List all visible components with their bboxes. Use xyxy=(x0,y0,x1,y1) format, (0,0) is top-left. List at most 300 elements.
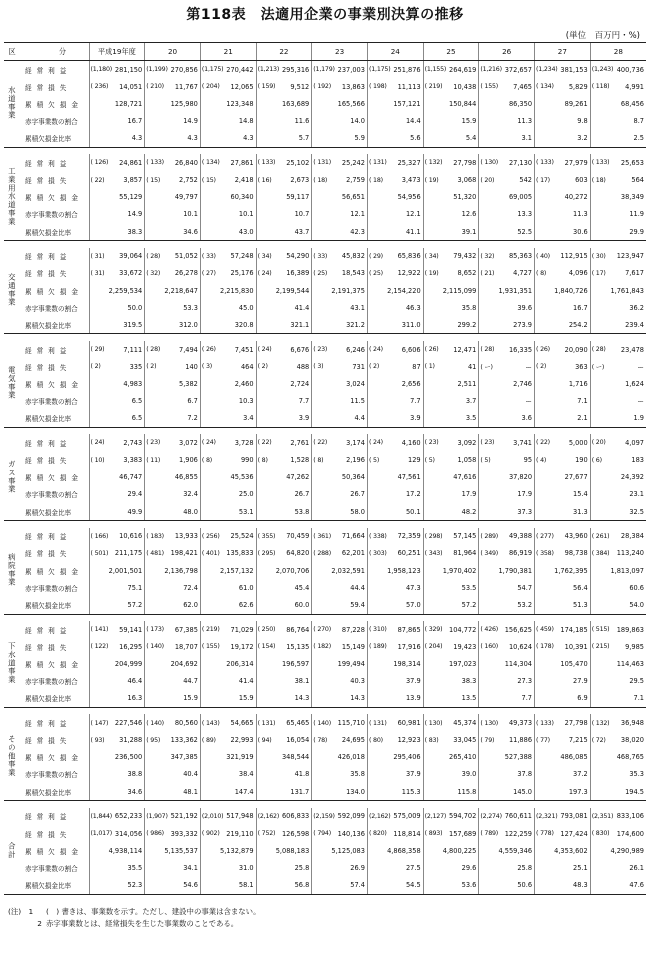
amount-value: 60,340 xyxy=(230,193,254,202)
data-cell xyxy=(200,859,256,876)
data-cell xyxy=(312,655,368,672)
cell-content xyxy=(257,134,312,142)
amount-value: 46.4 xyxy=(127,677,143,686)
data-cell xyxy=(479,434,535,451)
data-cell xyxy=(200,621,256,638)
count-value: ( 820) xyxy=(368,830,387,837)
table-row xyxy=(4,375,646,392)
cell-content xyxy=(257,456,312,464)
data-cell xyxy=(256,638,312,655)
amount-value: 1,931,351 xyxy=(498,286,533,295)
count-value: (1,179) xyxy=(313,66,335,74)
count-value: ( 155) xyxy=(480,83,499,91)
data-cell xyxy=(312,206,368,223)
count-value: ( 902) xyxy=(201,830,220,837)
amount-value: 131.7 xyxy=(290,787,310,796)
cell-content xyxy=(312,66,367,74)
count-value: ( 140) xyxy=(146,719,164,727)
amount-value: 43,960 xyxy=(564,532,588,541)
amount-value: 270,442 xyxy=(226,65,254,74)
cell-content xyxy=(201,770,256,778)
cell-content xyxy=(145,881,200,889)
row-label: 経常利益 xyxy=(25,66,72,75)
cell-content xyxy=(535,719,590,727)
cell-content xyxy=(479,601,534,609)
amount-value: 381,153 xyxy=(560,65,588,74)
amount-value: 5.9 xyxy=(354,134,365,143)
count-value: ( 133) xyxy=(536,159,554,167)
cell-content xyxy=(312,601,367,609)
data-cell xyxy=(535,393,591,410)
count-value: ( 24) xyxy=(368,346,383,354)
data-cell xyxy=(535,690,591,708)
data-cell xyxy=(479,248,535,265)
cell-content xyxy=(368,414,423,422)
amount-value: 29.4 xyxy=(127,490,143,499)
cell-content xyxy=(424,397,479,405)
section-label-cell xyxy=(4,341,19,427)
cell-content xyxy=(257,830,312,838)
gap-cell xyxy=(4,147,646,154)
data-cell xyxy=(367,690,423,708)
data-cell xyxy=(312,130,368,148)
count-value: ( 329) xyxy=(424,626,443,634)
amount-value: 34.6 xyxy=(127,787,143,796)
cell-content xyxy=(479,210,534,218)
count-value: ( 159) xyxy=(257,83,276,91)
count-value: ( 5) xyxy=(480,456,491,464)
cell-content xyxy=(257,83,312,91)
amount-value: 12,922 xyxy=(397,269,421,278)
cell-content xyxy=(368,601,423,609)
data-cell xyxy=(200,189,256,206)
amount-value: 8.7 xyxy=(633,117,644,126)
cell-content xyxy=(535,456,590,464)
data-cell xyxy=(312,172,368,189)
cell-content xyxy=(591,321,646,329)
data-cell xyxy=(423,410,479,428)
amount-value: 183 xyxy=(631,456,644,465)
data-cell xyxy=(535,78,591,95)
cell-content xyxy=(368,321,423,329)
amount-value: 2,115,099 xyxy=(442,286,477,295)
amount-value: 25.0 xyxy=(238,490,254,499)
data-cell xyxy=(590,859,646,876)
cell-content xyxy=(201,677,256,685)
amount-value: 4,290,989 xyxy=(610,846,644,855)
data-cell xyxy=(367,842,423,859)
data-cell xyxy=(200,732,256,749)
amount-value: 4,559,346 xyxy=(498,846,533,855)
cell-content xyxy=(535,508,590,516)
cell-content xyxy=(424,228,479,236)
cell-content xyxy=(201,397,256,405)
data-cell xyxy=(479,469,535,486)
data-cell xyxy=(479,410,535,428)
cell-content xyxy=(424,252,479,260)
amount-value: 3.6 xyxy=(521,414,533,423)
amount-value: 27,130 xyxy=(508,158,533,167)
cell-content xyxy=(535,864,590,872)
cell-content xyxy=(591,719,646,727)
amount-value: 71,664 xyxy=(341,532,365,541)
data-cell xyxy=(200,206,256,223)
amount-value: 237,003 xyxy=(337,65,365,74)
cell-content xyxy=(90,159,145,167)
data-cell xyxy=(145,876,201,894)
data-cell xyxy=(367,172,423,189)
data-cell xyxy=(200,469,256,486)
data-cell xyxy=(145,749,201,766)
amount-value: 1,840,726 xyxy=(554,286,588,295)
cell-content xyxy=(368,881,423,889)
amount-value: 5,125,083 xyxy=(331,846,365,855)
cell-content xyxy=(201,812,256,820)
cell-content xyxy=(535,473,590,481)
gap-cell xyxy=(4,801,646,808)
data-cell xyxy=(367,876,423,894)
cell-content xyxy=(201,66,256,74)
amount-value: 31,288 xyxy=(119,736,143,745)
count-value: ( 22) xyxy=(313,439,328,447)
count-value: ( 303) xyxy=(368,549,387,557)
amount-value: 60,981 xyxy=(397,719,421,728)
data-cell xyxy=(89,503,145,521)
count-value: ( 95) xyxy=(146,736,161,744)
cell-content xyxy=(201,881,256,889)
cell-content xyxy=(201,626,256,634)
count-value: ( 2) xyxy=(536,363,547,371)
row-label: 経常利益 xyxy=(25,159,72,168)
count-value: ( 355) xyxy=(257,532,276,540)
table-row xyxy=(4,130,646,148)
amount-value: 38.3 xyxy=(461,677,477,686)
amount-value: 38.8 xyxy=(127,770,143,779)
amount-value: 86,764 xyxy=(286,625,310,634)
data-cell xyxy=(200,61,256,79)
data-cell xyxy=(89,316,145,334)
count-value: ( 26) xyxy=(536,346,550,354)
data-cell xyxy=(256,265,312,282)
data-cell xyxy=(312,434,368,451)
cell-content xyxy=(368,567,423,575)
data-cell xyxy=(256,410,312,428)
count-value: ( 143) xyxy=(201,719,220,727)
data-cell xyxy=(145,375,201,392)
cell-content xyxy=(591,677,646,685)
count-value: ( 2) xyxy=(90,363,101,371)
amount-value: 40.4 xyxy=(183,770,198,779)
amount-value: 3.1 xyxy=(521,134,533,143)
cell-content xyxy=(90,881,145,889)
amount-value: 11,113 xyxy=(397,82,421,91)
amount-value: 56.4 xyxy=(573,583,588,592)
amount-value: 198,314 xyxy=(393,659,421,668)
amount-value: 2,259,534 xyxy=(108,286,143,295)
data-cell xyxy=(423,265,479,282)
cell-content xyxy=(479,228,534,236)
count-value: ( 298) xyxy=(424,532,443,540)
data-cell xyxy=(590,673,646,690)
amount-value: 85,363 xyxy=(508,252,533,261)
cell-content xyxy=(479,584,534,592)
amount-value: 47,262 xyxy=(286,473,310,482)
amount-value: 1,761,843 xyxy=(610,286,644,295)
table-row xyxy=(4,410,646,428)
amount-value: 6,676 xyxy=(290,345,310,354)
data-cell xyxy=(256,808,312,825)
amount-value: 23.1 xyxy=(629,490,644,499)
data-cell xyxy=(479,223,535,241)
data-cell xyxy=(367,503,423,521)
data-cell xyxy=(590,842,646,859)
count-value: ( 295) xyxy=(257,549,276,557)
data-cell xyxy=(479,808,535,825)
amount-value: 123,947 xyxy=(616,252,644,261)
cell-content xyxy=(591,847,646,855)
data-cell xyxy=(535,452,591,469)
amount-value: 10,616 xyxy=(119,532,143,541)
data-cell xyxy=(423,503,479,521)
cell-content xyxy=(479,304,534,312)
count-value: (2,162) xyxy=(257,812,280,820)
data-cell xyxy=(145,434,201,451)
amount-value: 37.3 xyxy=(517,507,533,516)
data-cell xyxy=(479,859,535,876)
amount-value: 7,465 xyxy=(513,82,533,91)
cell-content xyxy=(312,287,367,295)
amount-value: 1,624 xyxy=(625,379,644,388)
cell-content xyxy=(145,549,200,557)
data-cell xyxy=(256,316,312,334)
cell-content xyxy=(535,346,590,354)
count-value: (2,162) xyxy=(368,812,391,820)
cell-content xyxy=(90,643,145,651)
cell-content xyxy=(90,677,145,685)
cell-content xyxy=(479,490,534,498)
amount-value: 1.9 xyxy=(633,414,644,423)
amount-value: 4,983 xyxy=(123,379,143,388)
amount-value: 311.0 xyxy=(401,320,421,329)
data-cell xyxy=(89,690,145,708)
amount-value: 14,051 xyxy=(119,82,143,91)
amount-value: 16.3 xyxy=(127,694,143,703)
amount-value: 348,544 xyxy=(281,753,310,762)
amount-value: 64,820 xyxy=(286,549,310,558)
data-cell xyxy=(312,562,368,579)
amount-value: 335 xyxy=(129,362,143,371)
data-cell xyxy=(256,528,312,545)
data-cell xyxy=(590,130,646,148)
amount-value: 128,721 xyxy=(114,99,143,108)
amount-value: 57,145 xyxy=(453,532,477,541)
cell-content xyxy=(479,830,534,838)
amount-value: 40.3 xyxy=(350,677,365,686)
cell-content xyxy=(257,228,312,236)
count-value: ( 183) xyxy=(146,532,164,540)
data-cell xyxy=(535,825,591,842)
cell-content xyxy=(90,176,145,184)
cell-content xyxy=(312,549,367,557)
row-label: 経常利益 xyxy=(25,346,72,355)
amount-value: 47.6 xyxy=(629,881,644,890)
cell-content xyxy=(90,473,145,481)
cell-content xyxy=(257,881,312,889)
cell-content xyxy=(257,677,312,685)
amount-value: 5,132,879 xyxy=(220,846,254,855)
amount-value: 13.9 xyxy=(405,694,421,703)
cell-content xyxy=(424,770,479,778)
amount-value: 12.1 xyxy=(405,210,421,219)
cell-content xyxy=(145,134,200,142)
cell-content xyxy=(90,812,145,820)
amount-value: 27,798 xyxy=(453,158,477,167)
data-cell xyxy=(535,282,591,299)
data-cell xyxy=(89,655,145,672)
data-cell xyxy=(590,596,646,614)
count-value: ( 80) xyxy=(368,736,383,744)
amount-value: 37.9 xyxy=(405,677,421,686)
count-value: ( 25) xyxy=(368,269,383,277)
amount-value: 44.7 xyxy=(183,677,198,686)
cell-content xyxy=(145,304,200,312)
amount-value: 50.6 xyxy=(517,881,533,890)
cell-content xyxy=(479,736,534,744)
count-value: ( 16) xyxy=(257,176,272,184)
count-value: ( 130) xyxy=(480,159,499,167)
amount-value: 372,657 xyxy=(504,65,533,74)
amount-value: 542 xyxy=(519,176,533,185)
cell-content xyxy=(312,159,367,167)
cell-content xyxy=(479,864,534,872)
amount-value: 53.6 xyxy=(461,881,477,890)
cell-content xyxy=(257,269,312,277)
cell-content xyxy=(90,626,145,634)
cell-content xyxy=(312,677,367,685)
row-label: 赤字事業数の割合 xyxy=(25,864,78,873)
table-row xyxy=(4,189,646,206)
cell-content xyxy=(90,66,145,74)
cell-content xyxy=(479,753,534,761)
cell-content xyxy=(90,864,145,872)
count-value: ( 361) xyxy=(313,532,331,540)
count-value: ( 27) xyxy=(201,269,216,277)
data-cell xyxy=(256,579,312,596)
data-cell xyxy=(479,375,535,392)
count-value: ( 77) xyxy=(536,736,550,744)
data-cell xyxy=(145,299,201,316)
table-row xyxy=(4,673,646,690)
amount-value: 17.2 xyxy=(405,490,421,499)
cell-content xyxy=(201,719,256,727)
cell-content xyxy=(90,439,145,447)
table-row xyxy=(4,562,646,579)
section-gap xyxy=(4,707,646,714)
cell-content xyxy=(90,847,145,855)
cell-content xyxy=(535,601,590,609)
data-cell xyxy=(145,859,201,876)
data-cell xyxy=(89,749,145,766)
cell-content xyxy=(535,830,590,838)
table-row xyxy=(4,393,646,410)
count-value: ( 79) xyxy=(480,736,495,744)
amount-value: 36,948 xyxy=(620,719,644,728)
data-cell xyxy=(367,621,423,638)
data-cell xyxy=(479,638,535,655)
amount-value: 53.8 xyxy=(294,507,310,516)
data-cell xyxy=(590,808,646,825)
cell-content xyxy=(424,304,479,312)
table-row xyxy=(4,876,646,894)
amount-value: 47.3 xyxy=(405,583,421,592)
row-label: 累積欠損金 xyxy=(25,380,83,389)
data-cell xyxy=(367,434,423,451)
data-cell xyxy=(145,714,201,731)
amount-value: 25.1 xyxy=(573,863,588,872)
data-cell xyxy=(535,859,591,876)
amount-value: 12.1 xyxy=(350,210,365,219)
data-cell xyxy=(535,434,591,451)
amount-value: 273.9 xyxy=(513,320,533,329)
data-cell xyxy=(367,358,423,375)
amount-value: 270,856 xyxy=(170,65,198,74)
row-label: 経常利益 xyxy=(25,813,72,822)
amount-value: 81,964 xyxy=(453,549,477,558)
amount-value: 2.5 xyxy=(633,134,644,143)
data-cell xyxy=(590,248,646,265)
cell-content xyxy=(368,66,423,74)
count-value: ( 261) xyxy=(591,532,610,540)
table-row xyxy=(4,766,646,783)
data-cell xyxy=(479,265,535,282)
data-cell xyxy=(590,341,646,358)
amount-value: 32.4 xyxy=(183,490,198,499)
amount-value: 4,727 xyxy=(513,269,533,278)
amount-value: 87 xyxy=(412,362,421,371)
count-value: ( 131) xyxy=(368,719,387,727)
amount-value: ー xyxy=(525,398,533,407)
count-value: ( 2) xyxy=(368,363,380,371)
amount-value: 13.5 xyxy=(461,694,477,703)
amount-value: 198,421 xyxy=(170,549,198,558)
row-label: 経常利益 xyxy=(25,626,72,635)
amount-value: 126,598 xyxy=(281,829,310,838)
cell-content xyxy=(368,677,423,685)
cell-content xyxy=(201,549,256,557)
amount-value: 157,121 xyxy=(393,99,421,108)
cell-content xyxy=(201,159,256,167)
data-cell xyxy=(256,673,312,690)
cell-content xyxy=(312,363,367,371)
count-value: ( 131) xyxy=(313,159,331,167)
amount-value: 2,673 xyxy=(290,176,310,185)
count-value: (1,199) xyxy=(146,66,168,74)
count-value: (1,213) xyxy=(257,66,280,74)
amount-value: 197,023 xyxy=(449,659,477,668)
data-cell xyxy=(367,596,423,614)
amount-value: 62.6 xyxy=(238,600,254,609)
data-cell xyxy=(312,749,368,766)
count-value: ( 29) xyxy=(368,252,383,260)
cell-content xyxy=(257,304,312,312)
count-value: ( 21) xyxy=(480,269,495,277)
data-cell xyxy=(89,130,145,148)
cell-content xyxy=(145,269,200,277)
cell-content xyxy=(201,660,256,668)
amount-value: 14.9 xyxy=(183,117,198,126)
count-value: ( 18) xyxy=(368,176,383,184)
cell-content xyxy=(479,770,534,778)
